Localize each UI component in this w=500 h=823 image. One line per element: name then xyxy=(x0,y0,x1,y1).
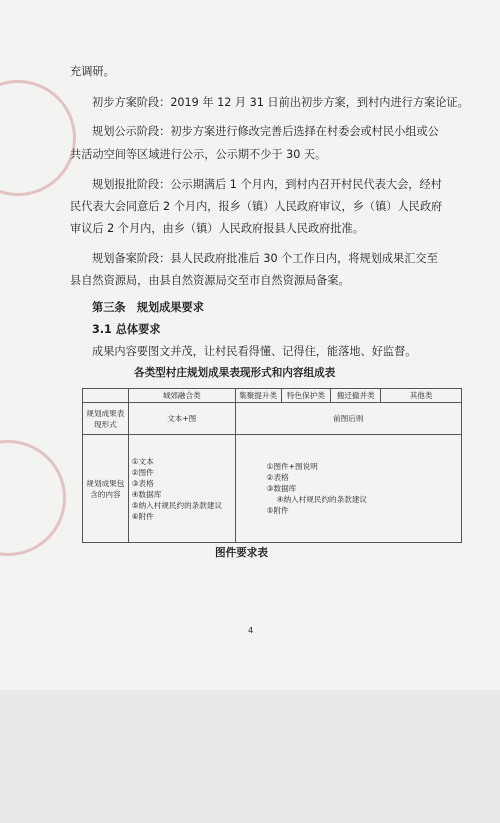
table-header: 集聚提升类 xyxy=(235,389,281,403)
article-heading: 第三条 规划成果要求 xyxy=(92,301,204,314)
paragraph-line: 成果内容要图文并茂，让村民看得懂、记得住，能落地、好监督。 xyxy=(92,345,417,358)
table-header: 城郊融合类 xyxy=(128,389,235,403)
list-item: ⑤附件 xyxy=(266,506,289,515)
paragraph-line: 规划备案阶段：县人民政府批准后 30 个工作日内，将规划成果汇交至 xyxy=(92,252,438,265)
list-item: ③表格 xyxy=(131,478,154,488)
paragraph-line: 县自然资源局，由县自然资源局交至市自然资源局备案。 xyxy=(70,274,350,287)
figure-caption: 图件要求表 xyxy=(215,547,268,559)
table-header: 特色保护类 xyxy=(281,389,331,403)
table-header: 搬迁撤并类 xyxy=(331,389,381,403)
paragraph-line: 充调研。 xyxy=(70,65,115,78)
list-item: ⑤纳入村规民约的条款建议 xyxy=(131,500,223,510)
table-header: 其他类 xyxy=(381,389,462,403)
table-cell-list xyxy=(235,435,461,543)
list-item: ①图件+图说明 xyxy=(266,462,318,471)
row-label: 规划成果表现形式 xyxy=(83,403,129,435)
table-corner-cell xyxy=(83,389,129,403)
seal-stamp-bottom xyxy=(0,440,66,556)
row-label: 规划成果包含的内容 xyxy=(83,435,129,543)
list-item: ⑥附件 xyxy=(131,511,154,521)
table-caption: 各类型村庄规划成果表现形式和内容组成表 xyxy=(134,367,336,379)
list-item: ④数据库 xyxy=(131,489,162,499)
list-item: ③数据库 xyxy=(266,484,297,493)
paragraph-line: 初步方案阶段：2019 年 12 月 31 日前出初步方案，到村内进行方案论证。 xyxy=(92,96,469,109)
list-item: ②表格 xyxy=(266,473,289,482)
paragraph-line: 规划报批阶段：公示期满后 1 个月内，到村内召开村民代表大会，经村 xyxy=(92,178,442,191)
planning-output-table xyxy=(82,388,462,543)
page-number: 4 xyxy=(248,626,254,635)
paragraph-line: 规划公示阶段：初步方案进行修改完善后选择在村委会或村民小组或公 xyxy=(92,125,439,138)
table-cell: 文本+图 xyxy=(128,403,235,435)
paragraph-line: 民代表大会同意后 2 个月内，报乡（镇）人民政府审议，乡（镇）人民政府 xyxy=(70,200,443,213)
paragraph-line: 共活动空间等区域进行公示，公示期不少于 30 天。 xyxy=(70,148,327,161)
seal-stamp-top xyxy=(0,80,76,196)
list-item: ④纳入村规民约的条款建议 xyxy=(276,495,368,504)
section-heading: 3.1 总体要求 xyxy=(92,323,161,336)
table-cell-list xyxy=(128,435,235,543)
list-item: ①文本 xyxy=(131,456,154,466)
paragraph-line: 审议后 2 个月内，由乡（镇）人民政府报县人民政府批准。 xyxy=(70,222,364,235)
list-item: ②图件 xyxy=(131,467,154,477)
table-cell: 前图后则 xyxy=(235,403,461,435)
